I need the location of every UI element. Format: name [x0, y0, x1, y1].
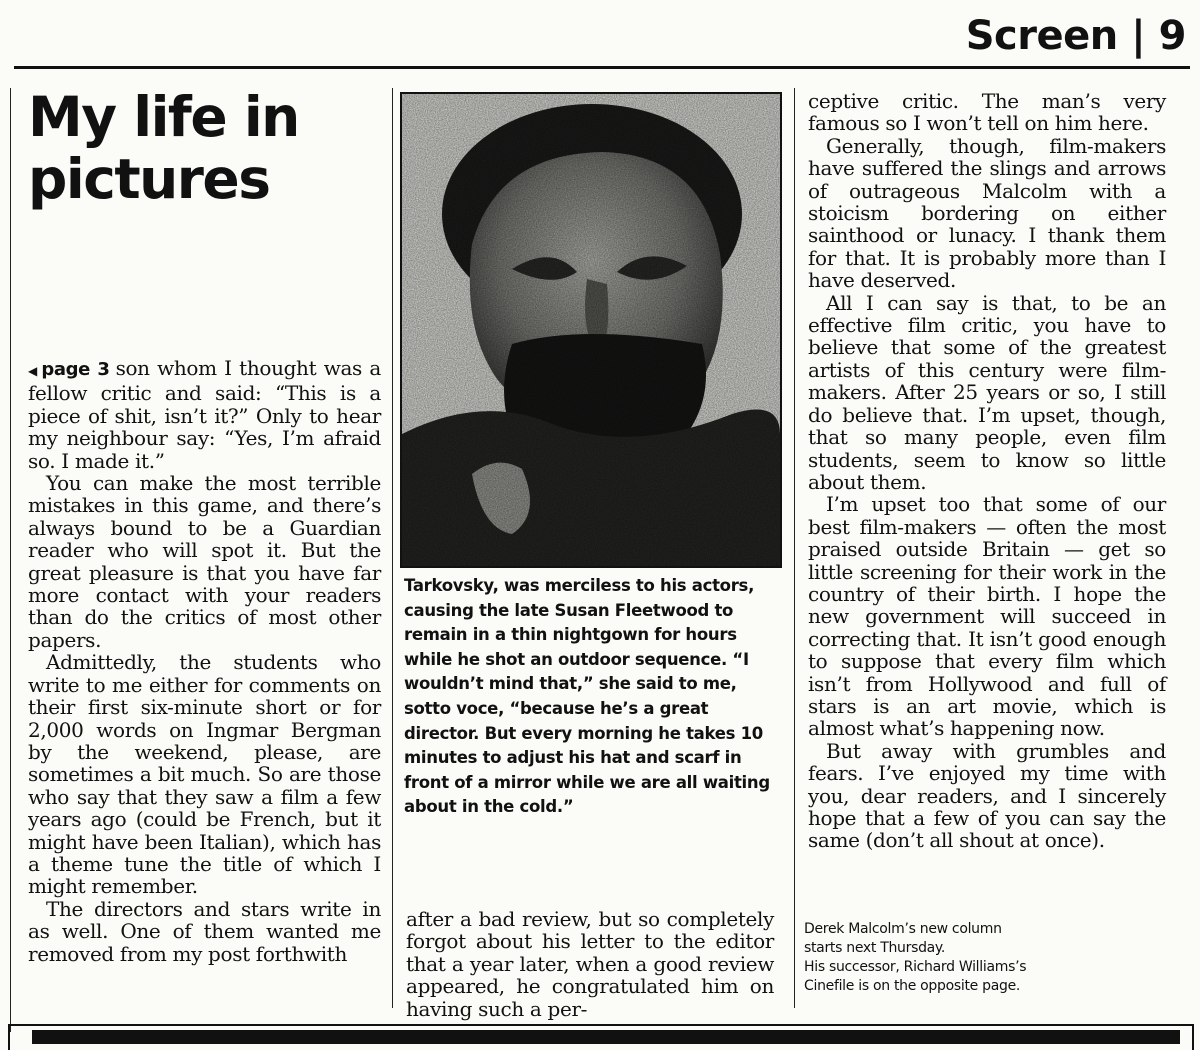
article-paragraph: Generally, though, film-makers have suffered the slings and arrows of outrageous Malcolm with a stoicism bordering on either sainthood or lunacy. I thank them for that. It is probably more than I have deserved. — [808, 133, 1166, 293]
column-rule-left — [10, 88, 11, 1032]
bottom-panel-bar — [32, 1030, 1180, 1044]
section-header: Screen | 9 — [965, 13, 1186, 59]
article-paragraph: All I can say is that, to be an effective film critic, you have to believe that some of the greatest artists of this century were film-makers. After 25 years or so, I still do believe that. I’m upset, though, that so many people, even film students, seem to know so little about them. — [808, 290, 1166, 494]
top-rule — [14, 66, 1190, 69]
endnote-line: Cinefile is on the opposite page. — [804, 978, 1021, 994]
portrait-image — [402, 94, 780, 566]
article-paragraph: You can make the most terrible mistakes in this game, and there’s always bound to be a Guardian reader who will spot it. But the great pleasure is that you have far more contact with your readers than do the critics of most other papers. — [28, 471, 381, 652]
article-paragraph: But away with grumbles and fears. I’ve enjoyed my time with you, dear readers, and I sincerely hope that a few of you can say the same (don’t all shout at once). — [808, 738, 1166, 853]
headline: My life in pictures — [28, 85, 299, 211]
article-column-3 — [808, 90, 1166, 852]
photo-caption: Tarkovsky, was merciless to his actors, causing the late Susan Fleetwood to remain in a thin nightgown for hours while he shot an outdoor sequence. “I wouldn’t mind that,” she said to me, sotto voce, “because he’s a great director. But every morning he takes 10 minutes to adjust his hat and scarf in front of a mirror while we are all waiting about in the cold.” — [404, 576, 770, 817]
article-paragraph: after a bad review, but so completely forgot about his letter to the editor that a year later, when a good review appeared, he congratulated him on having such a per- — [406, 907, 774, 1021]
author-endnote — [804, 920, 1184, 996]
tarkovsky-photo — [400, 92, 782, 568]
article-column-2 — [406, 908, 774, 1020]
paragraph-text: son whom I thought was a fellow critic and said: “This is a piece of shit, isn’t it?” Only to hear my neighbour say: “Yes, I’m afraid so. I made it.” — [28, 356, 381, 473]
endnote-line: His successor, Richard Williams’s — [804, 959, 1027, 975]
continued-from-label: page 3 — [41, 359, 110, 380]
article-paragraph — [28, 357, 381, 472]
article-paragraph: I’m upset too that some of our best film-makers — often the most praised outside Britain — get so little screening for their work in the country of their birth. I hope the new government will succeed in correcting that. It isn’t good enough to suppose that every film which isn’t from Hollywood and full of stars is an art movie, which is almost what’s happening now. — [808, 492, 1166, 741]
column-rule-1 — [392, 88, 393, 1008]
column-rule-2 — [794, 88, 795, 1008]
endnote-line: starts next Thursday. — [804, 940, 946, 956]
endnote-line: Derek Malcolm’s new column — [804, 921, 1002, 937]
article-paragraph: ceptive critic. The man’s very famous so I won’t tell on him here. — [808, 89, 1166, 136]
continued-arrow-icon: ◀ — [28, 364, 39, 378]
article-column-1 — [28, 357, 381, 965]
article-paragraph: The directors and stars write in as well. One of them wanted me removed from my post forthwith — [28, 896, 381, 966]
article-paragraph: Admittedly, the students who write to me either for comments on their first six-minute short or for 2,000 words on Ingmar Bergman by the weekend, please, are sometimes a bit much. So are those who say that they saw a film a few years ago (could be French, but it might have been Italian), which has a theme tune the title of which I might remember. — [28, 650, 381, 899]
